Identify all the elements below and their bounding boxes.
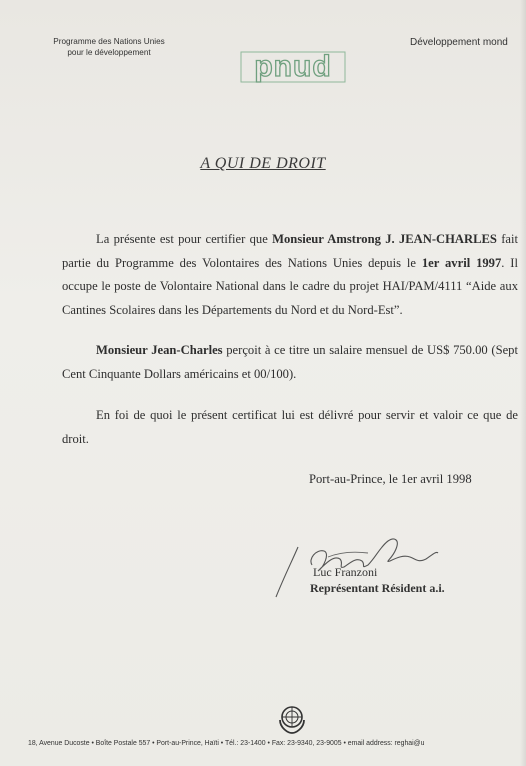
para1-text1: La présente est pour certifier que [96,232,273,246]
letter-title: A QUI DE DROIT [200,155,326,172]
header-organization [44,36,174,58]
para1-bold-date: 1er avril 1997 [421,255,502,270]
page-edge-shadow [520,0,526,766]
paragraph-closing [62,404,518,451]
para1-text3: . Il occupe le poste de Volontaire National dans le cadre du projet HAI/PAM/4111 “Aide aux Cantines Scolaires dans les Départements du Nord et du Nord-Est”. [62,255,518,317]
para2-text: perçoit à ce titre un salaire mensuel de US$ 750.00 (Sept Cent Cinquante Dollars américains et 00/100). [62,343,518,381]
footer-address: 18, Avenue Ducoste • Boîte Postale 557 • Port-au-Prince, Haïti • Tél.: 23-1400 • Fax: 23-9340, 23-9005 • email address: reghai@u [28,740,425,747]
place-date: Port-au-Prince, le 1er avril 1998 [309,472,472,486]
paragraph-salary [62,339,518,386]
para1-text2: fait partie du Programme des Volontaires des Nations Unies depuis le [62,232,518,270]
svg-text:pnud: pnud [254,50,332,83]
paragraph-certification [62,228,518,322]
header-org-line1: Programme des Nations Unies [53,37,165,46]
un-emblem-icon [276,702,308,734]
signer-title: Représentant Résident a.i. [310,581,445,595]
para1-bold-name: Monsieur Amstrong J. JEAN-CHARLES [272,232,497,246]
para2-bold-name: Monsieur Jean-Charles [96,343,223,357]
header-tagline: Développement mond [410,37,508,48]
signer-name: Luc Franzoni [313,565,378,579]
pnud-logo [240,48,346,84]
para3-text: En foi de quoi le présent certificat lui est délivré pour servir et valoir ce que de droit. [62,408,518,446]
header-org-line2: pour le développement [67,48,151,57]
